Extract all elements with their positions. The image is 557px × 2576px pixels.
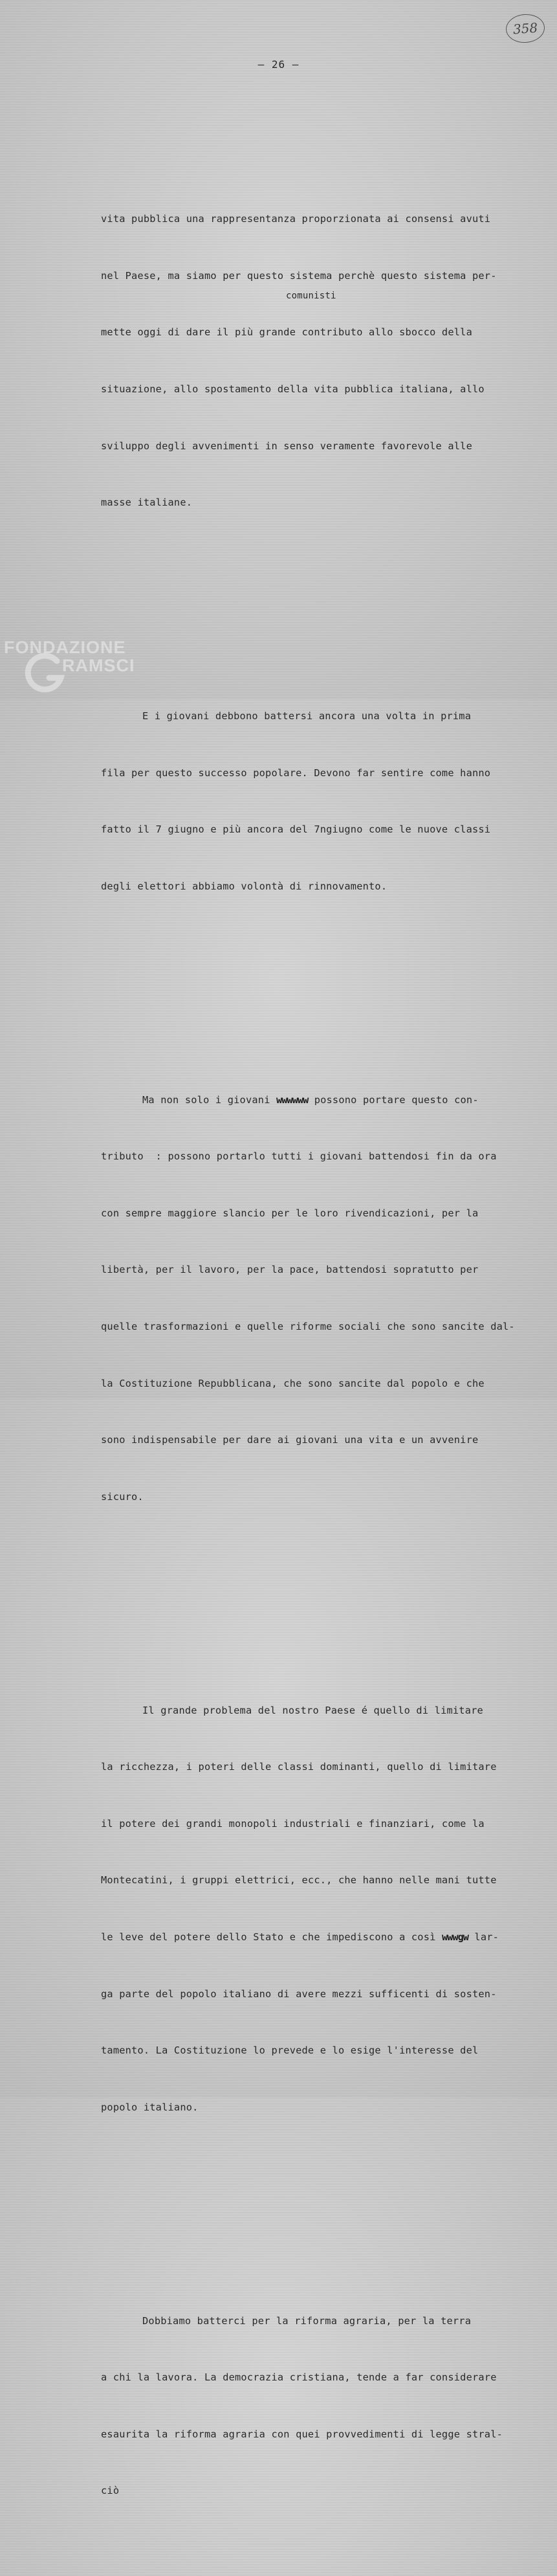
text-line: Il grande problema del nostro Paese é quello di limitare <box>142 1704 483 1716</box>
paragraph-gap <box>101 2193 547 2199</box>
text-line: quelle trasformazioni e quelle riforme sociali che sono sancite dal- <box>101 1320 515 1332</box>
text-segment: le leve del potere dello Stato e che impediscono a così <box>101 1931 442 1943</box>
struck-out-word: wwwgw <box>441 1931 468 1943</box>
text-line: fatto il 7 giugno e più ancora del 7ngiugno come le nuove classi <box>101 823 491 836</box>
paragraph-1 <box>101 172 547 550</box>
text-line: masse italiane. <box>101 497 193 509</box>
paragraph-2 <box>101 669 547 934</box>
text-line: con sempre maggiore slancio per le loro rivendicazioni, per la <box>101 1207 479 1219</box>
text-line: fila per questo successo popolare. Devono far sentire come hanno <box>101 767 491 779</box>
watermark-text-fondazione: FONDAZIONE <box>4 638 126 657</box>
text-line: mette oggi di dare il più grande contributo allo sbocco della <box>101 326 472 339</box>
text-line: situazione, allo spostamento della vita pubblica italiana, allo <box>101 383 485 395</box>
watermark-text-gramsci: RAMSCI <box>62 656 135 675</box>
text-segment: Ma non solo i giovani <box>142 1093 277 1106</box>
text-line: esaurita la riforma agraria con quei provvedimenti di legge stral- <box>101 2428 503 2440</box>
text-line: tributo : possono portarlo tutti i giovani battendosi fin da ora <box>101 1150 497 1163</box>
paragraph-gap <box>101 588 547 594</box>
text-line: nel Paese, ma siamo per questo sistema perchè questo sistema per- <box>101 269 497 282</box>
text-line: E i giovani debbono battersi ancora una volta in prima <box>142 710 472 722</box>
page-number: – 26 – <box>257 58 300 71</box>
text-line: la Costituzione Repubblicana, che sono sancite dal popolo e che <box>101 1377 485 1389</box>
paragraph-3 <box>101 1053 547 1544</box>
text-line: sono indispensabile per dare ai giovani una vita e un avvenire <box>101 1434 479 1446</box>
text-segment: possono portare questo con- <box>308 1093 479 1106</box>
text-line <box>101 1091 547 1110</box>
text-line: vita pubblica una rappresentanza proporzionata ai consensi avuti <box>101 213 491 225</box>
text-line: a chi la lavora. La democrazia cristiana, tende a far considerare <box>101 2371 497 2384</box>
text-line: il potere dei grandi monopoli industriali e finanziari, come la <box>101 1817 485 1830</box>
text-line: Montecatini, i gruppi elettrici, ecc., che hanno nelle mani tutte <box>101 1874 497 1887</box>
text-line: ga parte del popolo italiano di avere mezzi sufficenti di sosten- <box>101 1988 497 2000</box>
text-line <box>101 1928 547 1947</box>
text-line: popolo italiano. <box>101 2101 199 2113</box>
archive-number-stamp: 358 <box>505 13 546 44</box>
text-line: sviluppo degli avvenimenti in senso veramente favorevole alle <box>101 440 472 452</box>
text-line: degli elettori abbiamo volontà di rinnovamento. <box>101 880 388 892</box>
text-line: sicuro. <box>101 1490 144 1503</box>
text-line: la ricchezza, i poteri delle classi dominanti, quello di limitare <box>101 1761 497 1773</box>
text-line: ciò <box>101 2485 120 2497</box>
text-line: Dobbiamo batterci per la riforma agraria, per la terra <box>142 2314 472 2327</box>
paragraph-gap <box>101 972 547 978</box>
fondazione-gramsci-watermark <box>4 638 146 696</box>
interlinear-insertion: comunisti <box>286 291 336 301</box>
text-line: tamento. La Costituzione lo prevede e lo esige l'interesse del <box>101 2044 479 2057</box>
text-line: libertà, per il lavoro, per la pace, battendosi sopratutto per <box>101 1264 479 1276</box>
paragraph-5 <box>101 2274 547 2538</box>
paragraph-gap <box>101 1582 547 1588</box>
struck-out-word: wwwwww <box>276 1093 309 1106</box>
paragraph-4 <box>101 1663 547 2155</box>
typewritten-body <box>101 96 547 2576</box>
text-segment: lar- <box>468 1931 499 1943</box>
